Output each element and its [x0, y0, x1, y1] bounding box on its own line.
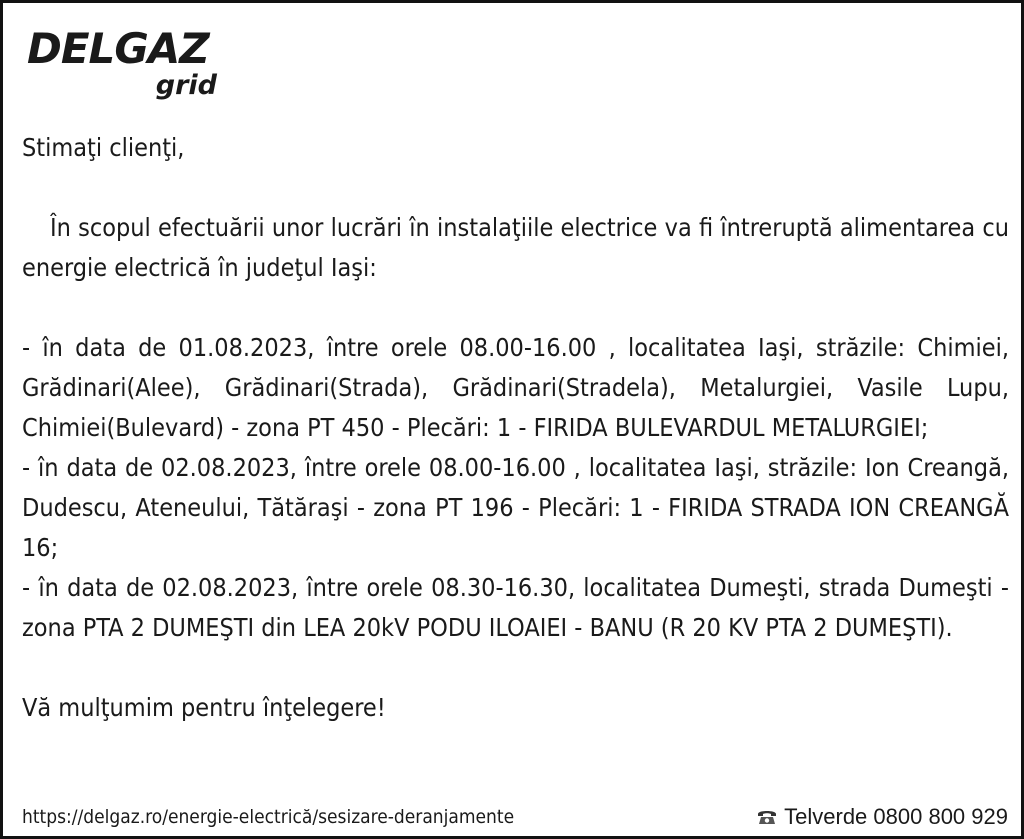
outage-item-1: - în data de 01.08.2023, între orele 08.00-16.00 , localitatea Iaşi, străzile: Chimiei, Grădinari(Alee), Grădinari(Strada), Grădinari(Stradela), Metalurgiei, Vasile Lupu, Chimiei(Bulevard) - zona PT 450 - Plecări: 1 - FIRIDA BULEVARDUL METALURGIEI; — [22, 333, 1009, 442]
intro-paragraph: În scopul efectuării unor lucrări în instalaţiile electrice va fi întreruptă alimentarea cu energie electrică în judeţul Iaşi: — [22, 213, 1009, 282]
delgaz-grid-logo — [27, 24, 227, 103]
footer-phone — [756, 804, 1008, 830]
outage-item-2: - în data de 02.08.2023, între orele 08.00-16.00 , localitatea Iaşi, străzile: Ion Creangă, Dudescu, Ateneului, Tătăraşi - zona PT 196 - Plecări: 1 - FIRIDA STRADA ION CREANGĂ 16; — [22, 453, 1009, 562]
phone-number: Telverde 0800 800 929 — [784, 804, 1008, 829]
greeting: Stimaţi clienţi, — [22, 133, 185, 162]
logo-sub: grid — [155, 70, 217, 101]
thanks-line: Vă mulţumim pentru înţelegere! — [22, 693, 386, 722]
logo-brand: DELGAZ — [27, 24, 209, 73]
notice-body — [22, 128, 1009, 728]
telephone-icon — [756, 808, 778, 826]
footer-url: https://delgaz.ro/energie-electrică/sesizare-deranjamente — [22, 806, 515, 828]
outage-item-3: - în data de 02.08.2023, între orele 08.30-16.30, localitatea Dumeşti, strada Dumeşti - zona PTA 2 DUMEŞTI din LEA 20kV PODU ILOAIEI - BANU (R 20 KV PTA 2 DUMEŞTI). — [22, 573, 1009, 642]
